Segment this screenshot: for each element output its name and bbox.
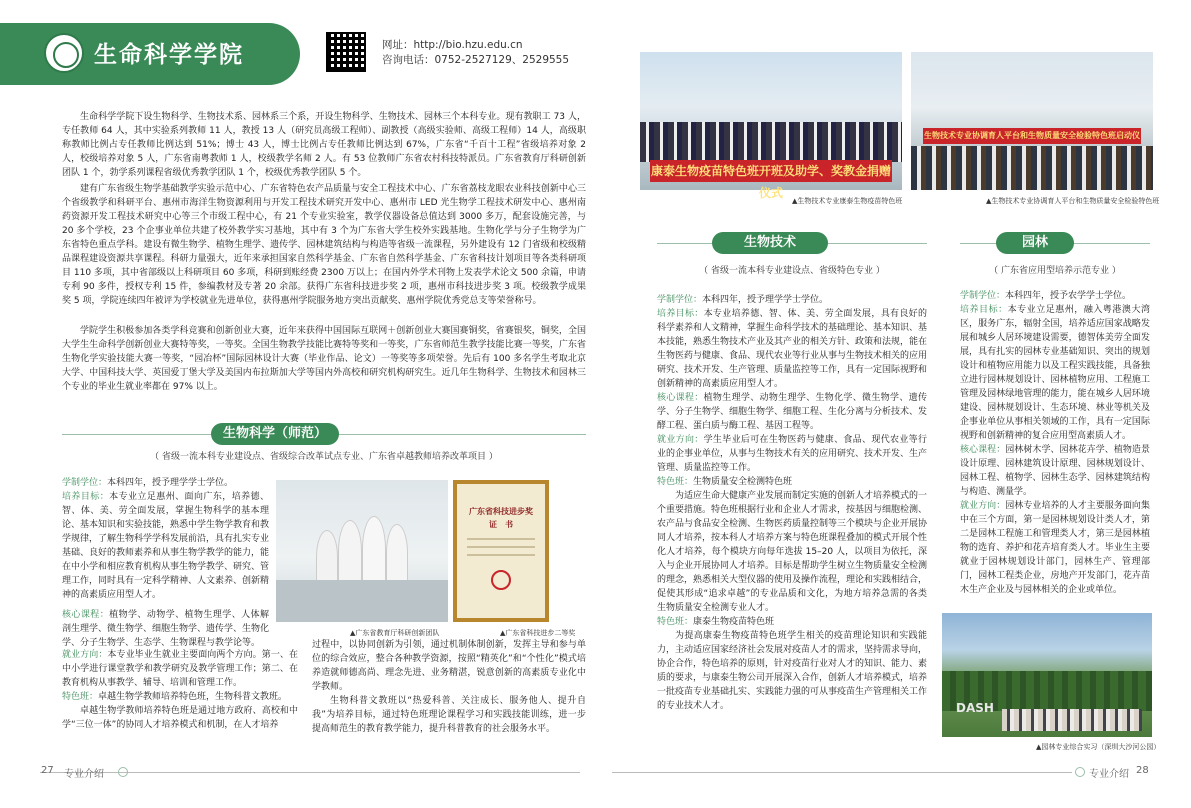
course-label: 核心课程： — [62, 610, 110, 620]
bioscience-column2 — [312, 638, 586, 736]
biotech-course-text: 植物生理学、动物生理学、生物化学、微生物学、遗传学、分子生物学、细胞生物学、细胞工程、生化分离与分析技术、发酵工程、蛋白质与酶工程、基因工程等。 — [657, 393, 928, 431]
photo-kangtai-class — [640, 52, 902, 200]
biotech-goal-text: 本专业培养德、智、体、美、劳全面发展，具有良好的科学素养和人文精神，掌握生命科学技术的基础理论、基本知识、基本技能，熟悉生物技术产业及其产业的相关方针、政策和法规，能在生物医药与健康、食品、现代农业等行业从事与生物技术相关的应用研究、技术开发、生产管理、质量监控等工作，具有一定国际视野和创新精神的高素质应用型人才。 — [657, 309, 928, 389]
university-seal-icon — [44, 33, 84, 73]
photo-landscape-practice — [942, 613, 1152, 737]
intro-p3: 学院学生积极参加各类学科竞赛和创新创业大赛，近年来获得中国国际互联网＋创新创业大赛国赛铜奖，省赛银奖，铜奖，全国大学生生命科学创新创业大赛特等奖，一等奖。全国生物教学技能比赛特等奖和一等奖，广东省师范生教学技能比赛一等奖，广东省生物化学实验技能大赛一等奖，“园冶杯”国际园林设计大赛（毕业作品、论文）一等奖等多项荣誉。先后有 100 多名学生考取北京大学、中国科技大学、英国爱丁堡大学及美国内布拉斯加大学等国内外高校和研究机构研究生。近几年生物科学、生物技术和园林三个专业的毕业生就业率都在 97% 以上。 — [62, 326, 586, 392]
degree-text: 本科四年，授予理学学士学位。 — [107, 478, 234, 488]
landscape-column — [960, 289, 1150, 597]
bioscience-column1 — [62, 476, 269, 650]
footer-page-left: 27 — [41, 765, 54, 776]
landscape-degree-text: 本科四年，授予农学学士学位。 — [1005, 291, 1132, 301]
biotech-special1-text: 生物质量安全检测特色班 — [693, 477, 793, 487]
biotech-column — [657, 293, 927, 713]
landscape-goal-text: 本专业立足惠州，融入粤港澳大湾区，服务广东，辐射全国，培养适应国家战略发展和城乡人居环境建设需要，德智体美劳全面发展，具有扎实的园林专业基础知识、突出的规划设计和植物应用能力以及工程实践技能，具备独立进行园林规划设计、园林植物应用、工程施工管理及园林绿地管理的能力，能在城乡人居环境建设、园林规划设计、生态环境、林业等机关及企事业单位从事相关领域的工作，具有一定国际视野和创新精神的复合应用型高素质人才。 — [960, 305, 1150, 441]
landscape-goal-label: 培养目标： — [960, 305, 1008, 315]
course-text: 植物学、动物学、植物生理学、人体解剖生理学、微生物学、细胞生物学、遗传学、生物化学、分子生物学、生态学、生物课程与教学论等。 — [62, 610, 270, 648]
biotech-degree-text: 本科四年，授予理学学士学位。 — [702, 295, 829, 305]
footer-label-left: 专业介绍 — [64, 769, 104, 780]
landscape-career-text: 园林专业培养的人才主要服务面向集中在三个方面，第一是园林规划设计类人才，第二是园林工程施工和管理类人才，第三是园林植物的选育、养护和花卉培育类人才。毕业生主要就业于园林规划设计部门，园林生产、管理部门，园林工程类企业，房地产开发部门，花卉苗木生产企业及与园林相关的企业或单位。 — [960, 501, 1150, 595]
footer-label-right: 专业介绍 — [1089, 769, 1129, 780]
banner-kangtai: 康泰生物疫苗特色班开班及助学、奖教金捐赠仪式 — [650, 160, 892, 182]
biotech-career-label: 就业方向： — [657, 435, 704, 445]
bioscience-column1b — [62, 648, 298, 732]
photo2-caption: ▲广东省科技进步二等奖 — [500, 629, 576, 637]
career-label: 就业方向： — [62, 650, 108, 660]
website-text: 网址：http://bio.hzu.edu.cn — [382, 39, 523, 51]
intro-p1: 生命科学学院下设生物科学、生物技术系、园林系三个系，开设生物科学、生物技术、园林三个本科专业。现有教职工 73 人，专任教师 64 人，其中实验系列教师 11 人，教授 13 人（研究员高级工程师）、副教授（高级实验师、高级工程师）14 人，高级职称教师比例占专任教师比例达到 51%；博士 43 人，博士比例占专任教师比例达到 67%，广东省“千百十工程”省级培养对象 2 人，校级培养对象 5 人，广东省南粤教师 1 人，校级教学名师 2 人。有 53 位教师广东省农村科技特派员。广东省教育厅科研创新团队 1 个，勃学系列课程省级优秀教学团队 1 个，校级优秀教学团队 5 个。 — [62, 112, 586, 178]
col2-p1: 过程中，以协同创新为引领，通过机制体制创新，发挥主导和参与单位的综合效应，整合各种教学资源，按照“精英化”和“个性化”模式培养造就师德高尚、理念先进、业务精湛，锐意创新的高素质专业化中学教师。 — [312, 640, 586, 692]
section-title-bioscience: 生物科学（师范） — [211, 423, 339, 445]
section-title-biotech: 生物技术 — [712, 232, 828, 254]
biotech-goal-label: 培养目标： — [657, 309, 704, 319]
special-paragraph: 卓越生物学教师培养特色班是通过地方政府、高校和中学“三位一体”的协同人才培养模式和机制，在人才培养 — [62, 706, 298, 730]
degree-label: 学制学位： — [62, 478, 108, 488]
footer-dot-icon — [118, 767, 128, 777]
landscape-course-text: 园林树木学、园林花卉学、植物造景设计原理、园林建筑设计原理、园林规划设计、园林工程、植物学、园林生态学、园林建筑结构与构造、测量学。 — [960, 445, 1150, 497]
photo1-caption: ▲广东省教育厅科研创新团队 — [350, 629, 440, 637]
footer-line-right — [612, 772, 1072, 773]
footer-dot-icon — [1075, 767, 1085, 777]
contact-info — [382, 38, 569, 68]
landscape-course-label: 核心课程： — [960, 445, 1006, 455]
goal-label: 培养目标： — [62, 492, 110, 502]
special-label: 特色班： — [62, 692, 99, 702]
biotech-special2-text: 康泰生物疫苗特色班 — [693, 617, 775, 627]
section-title-landscape: 园林 — [996, 232, 1074, 254]
certificate-title: 广东省科技进步奖 — [469, 507, 533, 516]
photo-research-team — [276, 480, 448, 622]
photo-certificate — [453, 480, 549, 622]
certificate-sub: 证 书 — [489, 520, 513, 529]
intro-p2: 建有广东省级生物学基础教学实验示范中心、广东省特色农产品质量与安全工程技术中心、广东省荔枝龙眼农业科技创新中心三个省级教学和科研平台、惠州市海洋生物资源利用与开发工程技术研究开发中心、惠州市 LED 光生物学工程技术研发中心、惠州南药资源开发工程技术研究中心等三个市级工程中心，有 21 个专业实验室，教学仪器设备总值达到 3000 多万，配套设施完善，与 20 多个学校，23 个企事业单位共建了校外教学实习基地，其中有 3 个为广东省大学生校外实践基地。生物化学与分子生物学为广东省特色重点学科。建设有微生物学、植物生理学、遗传学、园林建筑结构与构造等省级一流课程，另外建设有 12 门省级和校级精品课程建设资源共享课程。科研力量强大，近年来承担国家自然科学基金、广东省自然科学基金、广东省科技计划项目等各类科研项目 110 多项，其中省部级以上科研项目 60 多项，科研到账经费 2300 万以上；在国内外学术刊物上发表学术论文 500 余篇，申请专利 90 多件，授权专利 15 件，参编教材及专著 20 余部。获得广东省科技进步奖 2 项，惠州市科技进步奖 3 项。校级教学成果奖 5 项，学院连续四年被评为学校就业先进单位，获得惠州学院服务地方突出贡献奖、惠州学院优秀党总支等荣誉称号。 — [62, 184, 586, 306]
landscape-career-label: 就业方向： — [960, 501, 1006, 511]
landscape-photo-sign: DASH — [956, 701, 994, 715]
qr-code-icon — [326, 32, 366, 72]
phone-text: 咨询电话：0752-2527129、2529555 — [382, 54, 570, 66]
banner-platform: 生物技术专业协调育人平台和生物质量安全检验特色班启动仪 — [923, 128, 1141, 144]
section-subtitle-bioscience: （ 省级一流本科专业建设点、省级综合改革试点专业、广东省卓越教师培养改革项目 ） — [150, 452, 498, 462]
section-subtitle-landscape: （ 广东省应用型培养示范专业 ） — [989, 266, 1121, 276]
section-subtitle-biotech: （ 省级一流本科专业建设点、省级特色专业 ） — [699, 266, 885, 276]
footer-page-right: 28 — [1136, 765, 1149, 776]
biotech-special2-label: 特色班： — [657, 617, 694, 627]
goal-text: 本专业立足惠州、面向广东，培养德、智、体、美、劳全面发展，掌握生物科学的基本理论、基本知识和实验技能，熟悉中学生物学教育和教学规律，了解生物科学学科发展前沿，具有扎实专业基础、良好的教师素养和从事生物学教学的能力，能在中小学和相应教育机构从事生物学教学、研究、管理工作，同时具有一定科学精神、人文素养、创新精神的高素质应用型人才。 — [62, 492, 270, 600]
biotech-special1-paragraph: 为适应生命大健康产业发展而制定实施的创新人才培养模式的一个重要措施。特色班根据行业和企业人才需求，按基因与细胞检测、农产品与食品安全检测、生物医药质量控制等三个模块与企业开展协同人才培养，按本科人才培养方案与特色班课程叠加的模式开展个性化人才培养，每个模块方向每年选拔 15–20 人，以项目为依托，深入与企业开展协同人才培养。目标是帮助学生树立生物质量安全检测的理念，熟悉相关大型仪器的使用及操作流程，理论和实践相结合，促使其形成“追求卓越”的专业品质和文化，为地方培养急需的各类生物质量安全检测专业人才。 — [657, 491, 928, 613]
photo-platform-launch — [911, 52, 1153, 190]
biotech-photo1-caption: ▲生物技术专业康泰生物疫苗特色班 — [792, 197, 903, 205]
biotech-course-label: 核心课程： — [657, 393, 704, 403]
career-text: 本专业毕业生就业主要面向两个方向。第一、在中小学进行课堂教学和教学研究及教学管理工作；第二、在教育机构从事教学、辅导、培训和管理工作。 — [62, 650, 298, 688]
biotech-career-text: 学生毕业后可在生物医药与健康、食品、现代农业等行业的企事业单位，从事与生物技术有关的应用研究、技术开发、生产管理、质量监控等工作。 — [657, 435, 928, 473]
col2-p2: 生物科普文教班以“热爱科普、关注成长、服务他人、提升自我”为培养目标，通过特色班理论课程学习和实践技能训练，进一步提高师范生的教育教学能力，提升科普教育的社会服务水平。 — [312, 696, 586, 734]
biotech-degree-label: 学制学位： — [657, 295, 703, 305]
biotech-special2-paragraph: 为提高康泰生物疫苗特色班学生相关的疫苗理论知识和实践能力，主动适应国家经济社会发展对疫苗人才的需求，坚持需求导向，协企合作，特色培养的原则，针对疫苗行业对人才的知识、能力、素质的要求，与康泰生物公司开展深入合作，创新人才培养模式，培养一批疫苗专业基础扎实、实践能力强的可从事疫苗生产管理相关工作的专业技术人才。 — [657, 631, 928, 711]
biotech-special1-label: 特色班： — [657, 477, 694, 487]
special-text: 卓越生物学教师培养特色班，生物科普文教班。 — [98, 692, 288, 702]
landscape-degree-label: 学制学位： — [960, 291, 1006, 301]
landscape-photo-caption: ▲园林专业综合实习（深圳大沙河公园） — [1036, 743, 1161, 751]
college-title: 生命科学学院 — [94, 42, 244, 68]
biotech-photo2-caption: ▲生物技术专业协调育人平台和生物质量安全检验特色班 — [986, 197, 1160, 205]
